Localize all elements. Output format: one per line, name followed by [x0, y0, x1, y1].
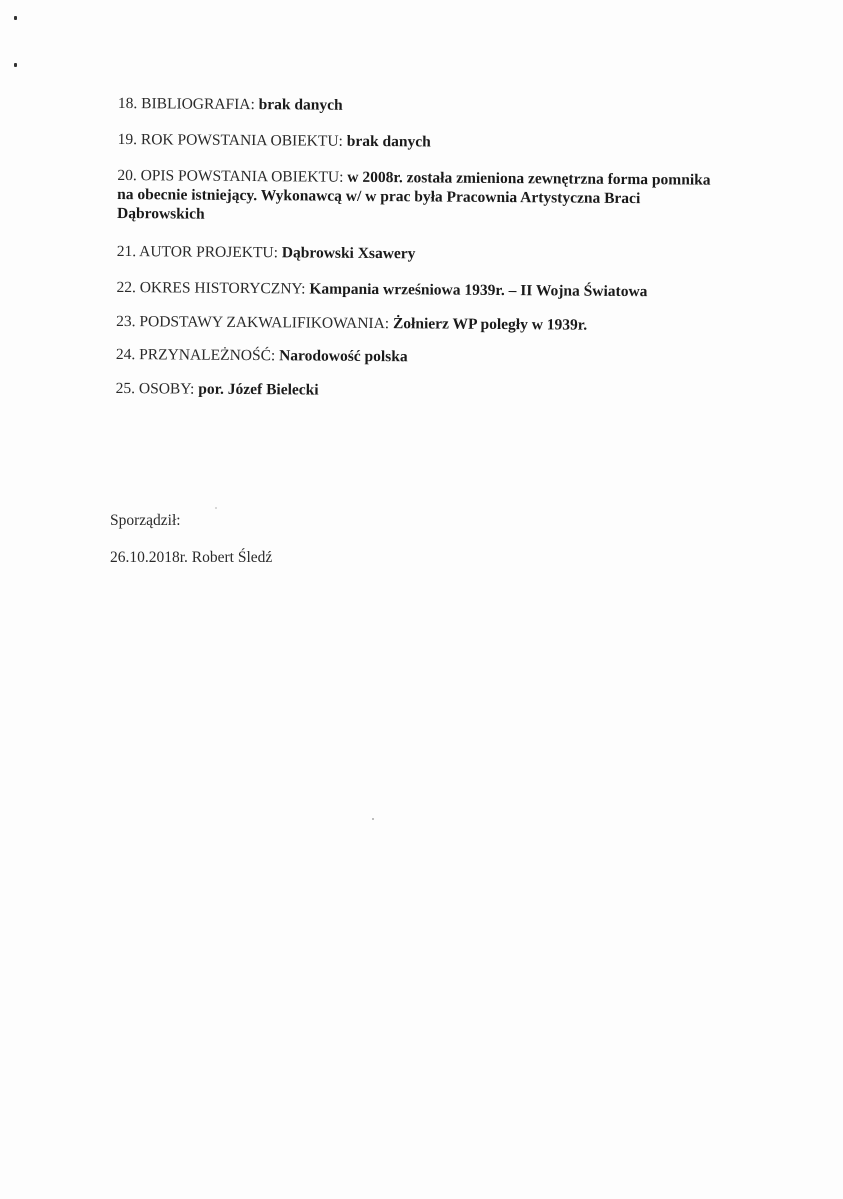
scan-speck: [372, 818, 374, 820]
field-okres-historyczny: 22. OKRES HISTORYCZNY: Kampania wrześniowa 1939r. – II Wojna Światowa: [116, 278, 648, 301]
field-przynaleznosc: 24. PRZYNALEŻNOŚĆ: Narodowość polska: [115, 345, 408, 366]
field-podstawy-zakwalifikowania: 23. PODSTAWY ZAKWALIFIKOWANIA: Żołnierz WP poległy w 1939r.: [116, 312, 588, 334]
scan-speck: [14, 63, 17, 67]
document-footer: [110, 512, 272, 567]
field-osoby: 25. OSOBY: por. Józef Bielecki: [115, 379, 319, 399]
date-and-author: 26.10.2018r. Robert Śledź: [110, 549, 273, 566]
field-autor-projektu: 21. AUTOR PROJEKTU: Dąbrowski Xsawery: [116, 242, 416, 263]
scan-speck: [215, 507, 217, 509]
field-rok-powstania: 19. ROK POWSTANIA OBIEKTU: brak danych: [117, 130, 431, 151]
record-fields: [115, 94, 738, 399]
field-opis-powstania: 20. OPIS POWSTANIA OBIEKTU: w 2008r. została zmieniona zewnętrzna forma pomnika na obecnie istniejący. Wykonawcą w/ w prac była Pracownia Artystyczna Braci Dąbrowskich: [116, 166, 711, 223]
scan-speck: [14, 16, 17, 20]
prepared-by-label: Sporządził:: [110, 512, 181, 529]
field-bibliografia: 18. BIBLIOGRAFIA: brak danych: [117, 94, 343, 114]
